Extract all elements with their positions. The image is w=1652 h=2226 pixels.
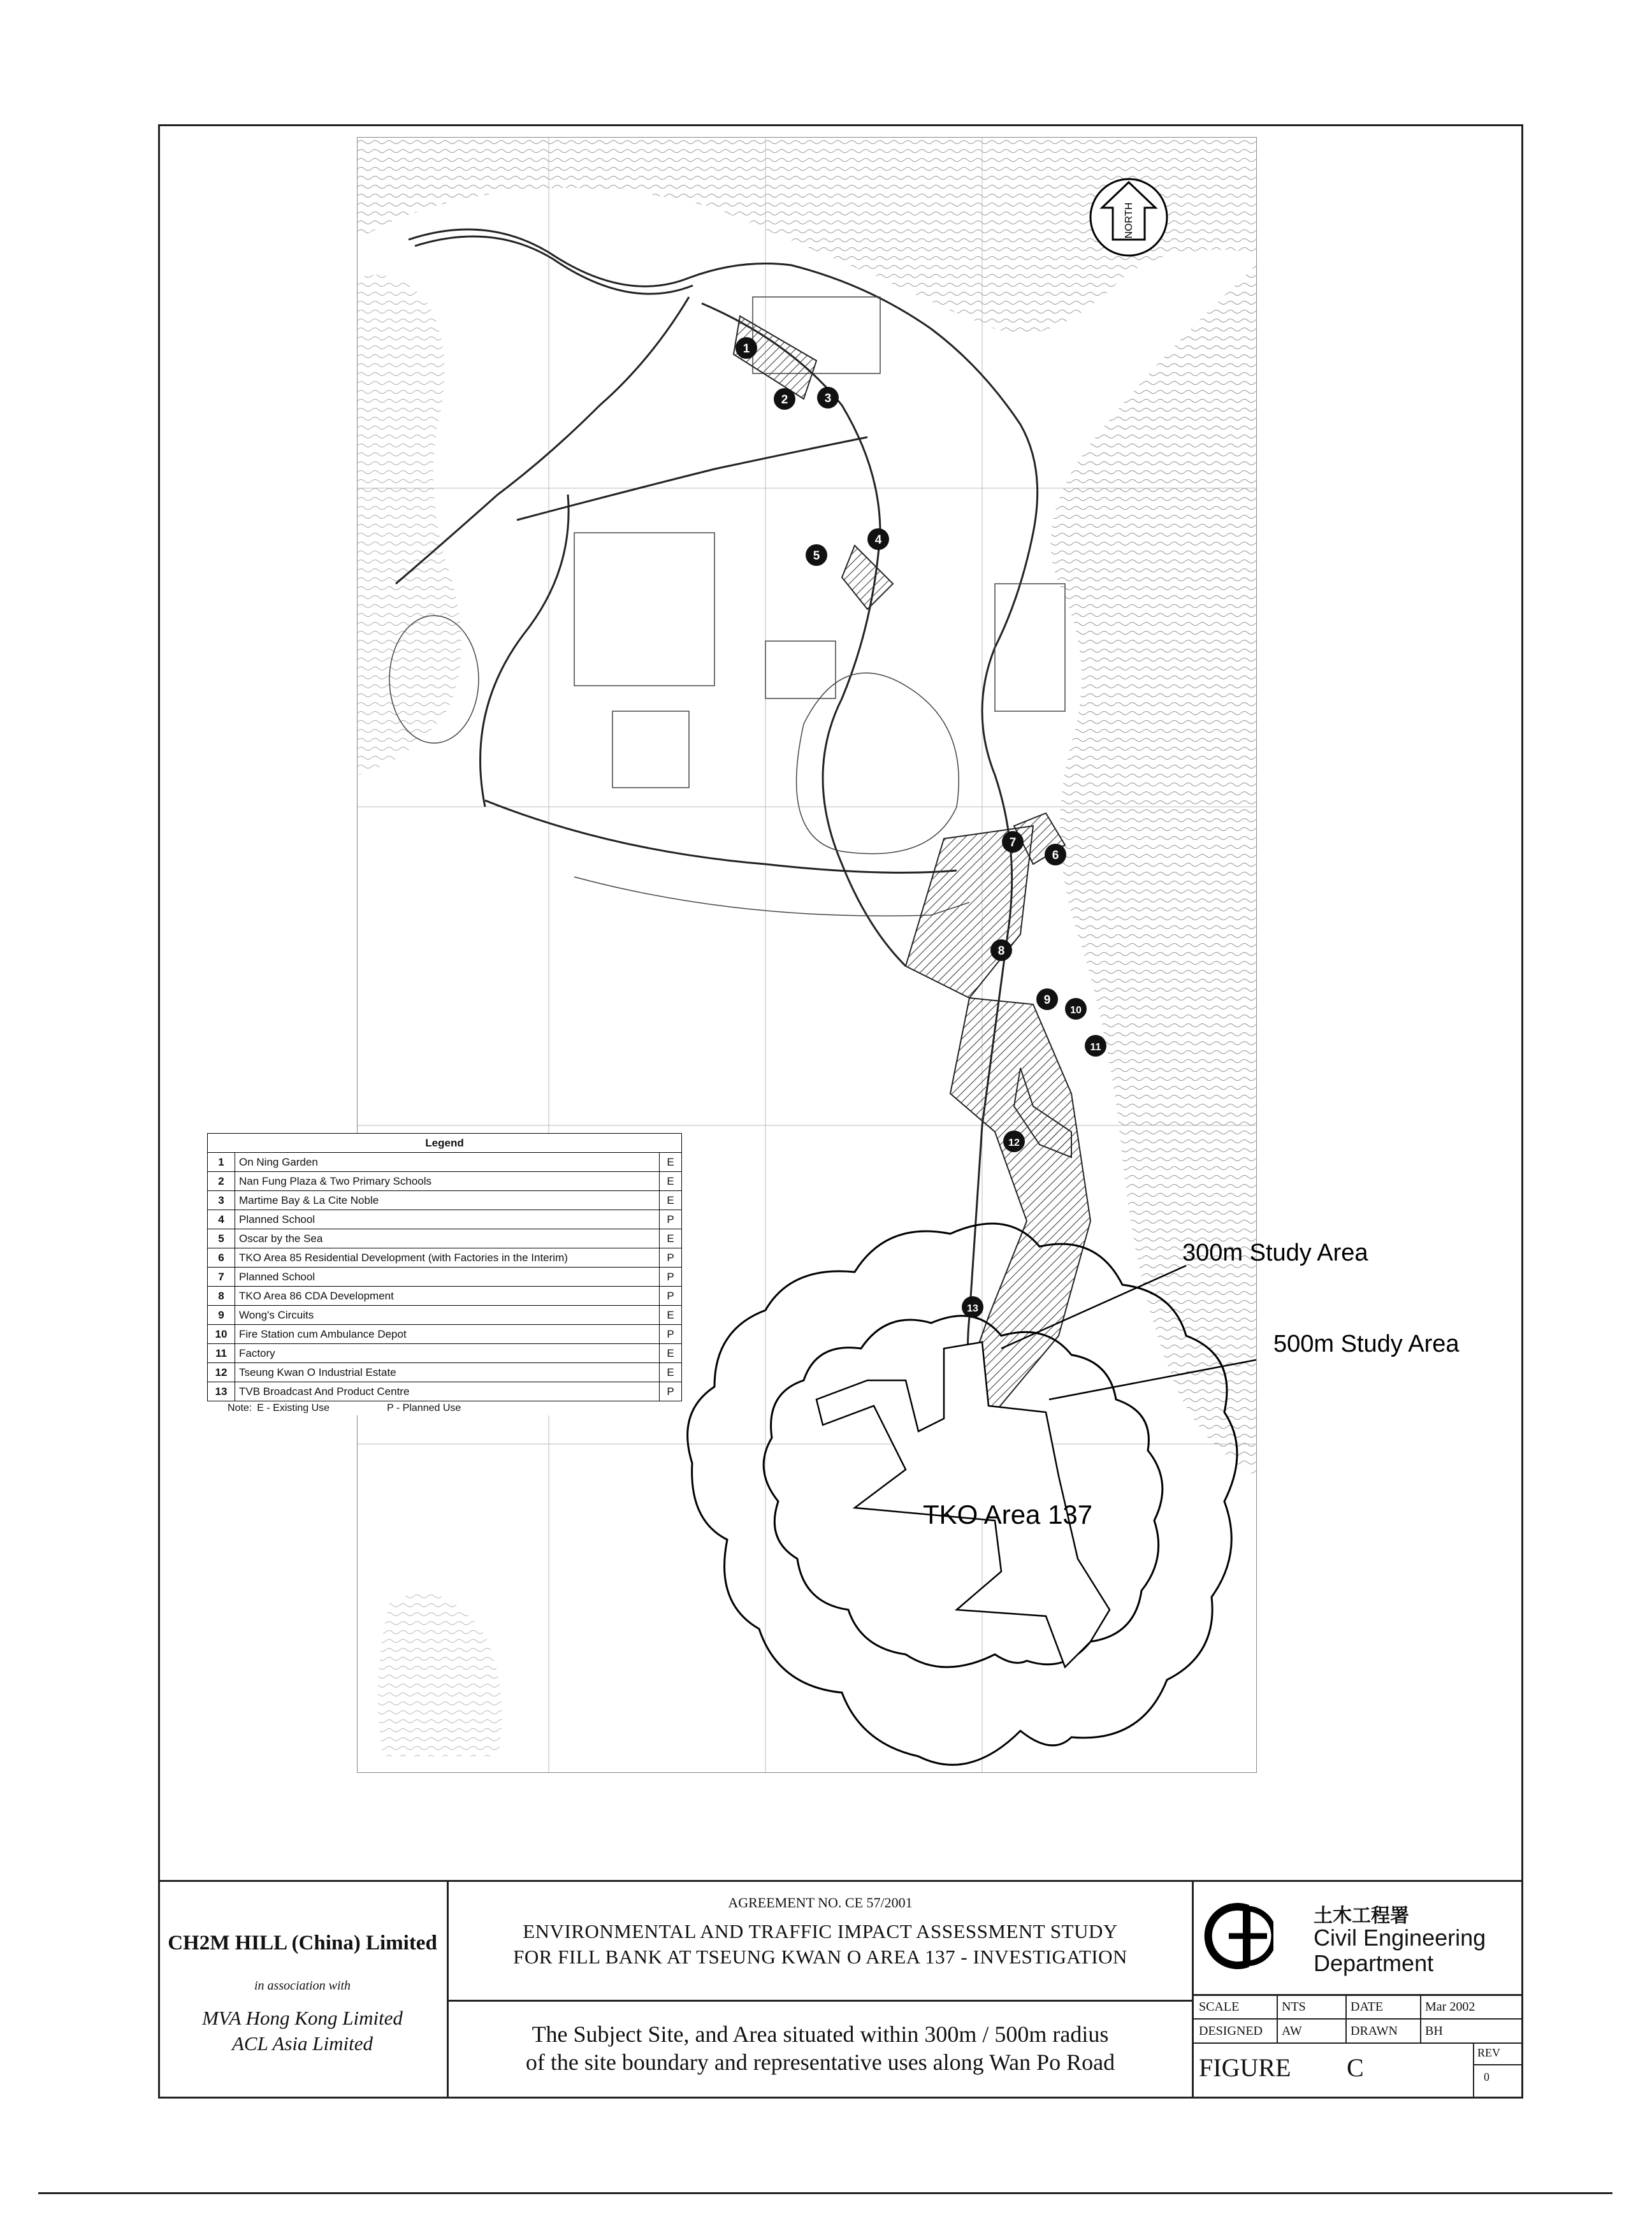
legend-number: 8 (208, 1287, 235, 1306)
legend-use: E (660, 1344, 682, 1363)
legend (207, 1133, 682, 1415)
partner-1: MVA Hong Kong Limited (202, 2007, 403, 2029)
page-bottom-rule (38, 2192, 1612, 2194)
study-header (449, 1882, 1192, 2002)
marker-9-label: 9 (1043, 994, 1051, 1007)
department-line-1: Civil Engineering (1314, 1925, 1486, 1951)
ced-logo-icon (1203, 1901, 1273, 1971)
legend-use: P (660, 1287, 682, 1306)
study-title-line-2: FOR FILL BANK AT TSEUNG KWAN O AREA 137 - INVESTIGATION (513, 1946, 1127, 1968)
figure-title-line-1: The Subject Site, and Area situated within 300m / 500m radius (532, 2021, 1109, 2047)
col-divider (1473, 2042, 1474, 2099)
legend-name: Martime Bay & La Cite Noble (235, 1191, 660, 1210)
company-name: CH2M HILL (China) Limited (168, 1932, 437, 1955)
date-value: Mar 2002 (1425, 2000, 1475, 2014)
marker-9[interactable] (1036, 988, 1058, 1010)
department-name-english (1314, 1925, 1486, 1976)
legend-name: Nan Fung Plaza & Two Primary Schools (235, 1172, 660, 1191)
legend-number: 2 (208, 1172, 235, 1191)
marker-6[interactable] (1045, 844, 1066, 865)
department-header (1194, 1882, 1521, 1996)
rev-label: REV (1477, 2046, 1500, 2059)
map-canvas (358, 138, 1256, 1772)
marker-6-label: 6 (1052, 849, 1059, 862)
legend-number: 13 (208, 1382, 235, 1401)
map-blocks (389, 297, 1065, 916)
legend-title: Legend (208, 1134, 682, 1153)
legend-row (208, 1344, 682, 1363)
row-divider (1194, 2042, 1521, 2044)
legend-name: Planned School (235, 1210, 660, 1229)
marker-12[interactable] (1003, 1131, 1025, 1152)
legend-number: 1 (208, 1153, 235, 1172)
marker-11[interactable] (1085, 1035, 1106, 1057)
marker-7[interactable] (1002, 831, 1024, 853)
designed-value: AW (1282, 2024, 1302, 2038)
legend-row (208, 1325, 682, 1344)
legend-name: Factory (235, 1344, 660, 1363)
marker-5-label: 5 (813, 549, 820, 563)
marker-10[interactable] (1065, 998, 1087, 1020)
legend-name: TKO Area 86 CDA Development (235, 1287, 660, 1306)
legend-use: E (660, 1363, 682, 1382)
consultant-panel (158, 1882, 449, 2099)
legend-number: 11 (208, 1344, 235, 1363)
legend-number: 5 (208, 1229, 235, 1248)
north-label: NORTH (1124, 202, 1134, 239)
legend-use: E (660, 1229, 682, 1248)
legend-number: 7 (208, 1268, 235, 1287)
rev-divider (1473, 2064, 1521, 2065)
legend-number: 12 (208, 1363, 235, 1382)
marker-1-label: 1 (743, 342, 750, 356)
legend-use: P (660, 1268, 682, 1287)
study-title-line-1: ENVIRONMENTAL AND TRAFFIC IMPACT ASSESSMENT STUDY (523, 1920, 1118, 1942)
department-name-chinese: 土木工程署 (1314, 1905, 1409, 1927)
legend-row (208, 1191, 682, 1210)
legend-row (208, 1229, 682, 1248)
legend-row (208, 1248, 682, 1268)
marker-11-label: 11 (1090, 1042, 1101, 1053)
legend-name: TVB Broadcast And Product Centre (235, 1382, 660, 1401)
legend-row (208, 1210, 682, 1229)
legend-name: Wong's Circuits (235, 1306, 660, 1325)
legend-note-existing: E - Existing Use (257, 1403, 330, 1413)
legend-name: Tseung Kwan O Industrial Estate (235, 1363, 660, 1382)
designed-label: DESIGNED (1199, 2024, 1263, 2038)
legend-table (207, 1133, 682, 1401)
legend-number: 10 (208, 1325, 235, 1344)
department-panel (1194, 1882, 1521, 2099)
figure-value: C (1347, 2053, 1364, 2082)
label-500m-study-area: 500m Study Area (1273, 1331, 1460, 1357)
date-label: DATE (1351, 2000, 1384, 2014)
legend-number: 6 (208, 1248, 235, 1268)
legend-use: P (660, 1210, 682, 1229)
legend-note-planned: P - Planned Use (387, 1403, 461, 1413)
legend-row (208, 1268, 682, 1287)
association-text: in association with (254, 1979, 351, 1993)
rev-value: 0 (1484, 2071, 1489, 2083)
map-area (357, 137, 1257, 1773)
marker-12-label: 12 (1008, 1138, 1020, 1148)
marker-7-label: 7 (1009, 836, 1017, 849)
marker-1[interactable] (735, 337, 757, 359)
legend-name: TKO Area 85 Residential Development (with Factories in the Interim) (235, 1248, 660, 1268)
legend-name: Planned School (235, 1268, 660, 1287)
marker-13-label: 13 (967, 1303, 978, 1314)
legend-row (208, 1306, 682, 1325)
scale-label: SCALE (1199, 2000, 1240, 2014)
legend-use: E (660, 1172, 682, 1191)
marker-2-label: 2 (781, 393, 788, 407)
marker-8[interactable] (990, 939, 1012, 961)
marker-4-label: 4 (874, 533, 882, 547)
legend-row (208, 1153, 682, 1172)
label-subject-site: TKO Area 137 (923, 1500, 1093, 1529)
legend-number: 3 (208, 1191, 235, 1210)
legend-row (208, 1382, 682, 1401)
figure-title-line-2: of the site boundary and representative uses along Wan Po Road (525, 2049, 1115, 2075)
title-block (158, 1880, 1523, 2099)
marker-3[interactable] (817, 387, 839, 408)
legend-use: P (660, 1382, 682, 1401)
legend-use: E (660, 1191, 682, 1210)
legend-note-prefix: Note: (228, 1403, 252, 1413)
marker-4[interactable] (867, 528, 889, 550)
scale-value: NTS (1282, 2000, 1306, 2014)
marker-8-label: 8 (997, 944, 1005, 958)
figure-label: FIGURE (1199, 2053, 1291, 2082)
legend-number: 4 (208, 1210, 235, 1229)
marker-2[interactable] (774, 388, 795, 410)
study-panel (449, 1882, 1194, 2099)
north-arrow (1090, 179, 1167, 256)
department-line-2: Department (1314, 1950, 1434, 1976)
marker-10-label: 10 (1070, 1005, 1082, 1016)
legend-name: On Ning Garden (235, 1153, 660, 1172)
drawn-value: BH (1425, 2024, 1443, 2038)
legend-note (207, 1401, 682, 1415)
legend-use: P (660, 1325, 682, 1344)
legend-row (208, 1287, 682, 1306)
marker-5[interactable] (806, 544, 827, 566)
marker-3-label: 3 (824, 392, 832, 405)
legend-use: E (660, 1153, 682, 1172)
legend-row (208, 1172, 682, 1191)
legend-name: Oscar by the Sea (235, 1229, 660, 1248)
legend-name: Fire Station cum Ambulance Depot (235, 1325, 660, 1344)
legend-number: 9 (208, 1306, 235, 1325)
agreement-number: AGREEMENT NO. CE 57/2001 (728, 1895, 913, 1911)
drawn-label: DRAWN (1351, 2024, 1398, 2038)
legend-use: P (660, 1248, 682, 1268)
legend-use: E (660, 1306, 682, 1325)
marker-13[interactable] (962, 1296, 983, 1318)
legend-row (208, 1363, 682, 1382)
partner-2: ACL Asia Limited (231, 2032, 373, 2055)
label-300m-study-area: 300m Study Area (1182, 1239, 1368, 1266)
